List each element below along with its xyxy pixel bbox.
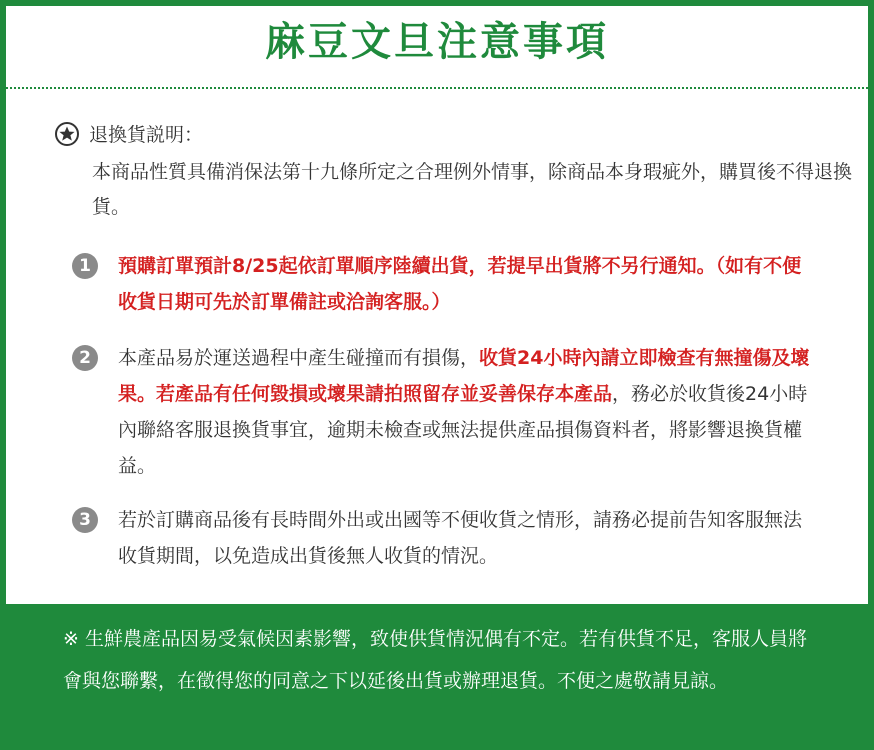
page-title: 麻豆文旦注意事項 xyxy=(265,18,609,65)
item-text xyxy=(118,502,818,574)
item-number-badge: 2 xyxy=(72,345,98,371)
return-policy-heading xyxy=(55,120,203,147)
title-divider xyxy=(6,87,868,89)
emphasis-text: 收貨24小時內請立即檢查有無撞傷及壞果。若產品有任何毀損或壞果請拍照留存並妥善保存本產品 xyxy=(118,347,810,405)
plain-text: 本產品易於運送過程中產生碰撞而有損傷， xyxy=(118,347,480,369)
notice-item xyxy=(72,502,832,574)
notice-item xyxy=(72,340,832,484)
plain-text: ，務必於收貨後24小時內聯絡客服退換貨事宜，逾期未檢查或無法提供產品損傷資料者，將影響退換貨權益。 xyxy=(118,383,808,477)
return-policy-text: 本商品性質具備消保法第十九條所定之合理例外情事，除商品本身瑕疵外，購買後不得退換貨。 xyxy=(92,161,853,218)
item-number-badge: 3 xyxy=(72,507,98,533)
star-icon xyxy=(55,122,79,146)
return-policy-label: 退換貨説明： xyxy=(89,124,204,146)
item-number-badge: 1 xyxy=(72,253,98,279)
item-text xyxy=(118,248,818,320)
item-text xyxy=(118,340,818,484)
footer-notice: ※ 生鮮農產品因易受氣候因素影響，致使供貨情況偶有不定。若有供貨不足，客服人員將會與您聯繫，在徵得您的同意之下以延後出貨或辦理退貨。不便之處敬請見諒。 xyxy=(63,628,807,692)
plain-text: 若於訂購商品後有長時間外出或出國等不便收貨之情形，請務必提前告知客服無法收貨期間，以免造成出貨後無人收貨的情況。 xyxy=(118,509,803,567)
notice-item xyxy=(72,248,832,320)
emphasis-text: 預購訂單預計8/25起依訂單順序陸續出貨，若提早出貨將不另行通知。（如有不便收貨日期可先於訂單備註或洽詢客服。） xyxy=(118,255,802,313)
